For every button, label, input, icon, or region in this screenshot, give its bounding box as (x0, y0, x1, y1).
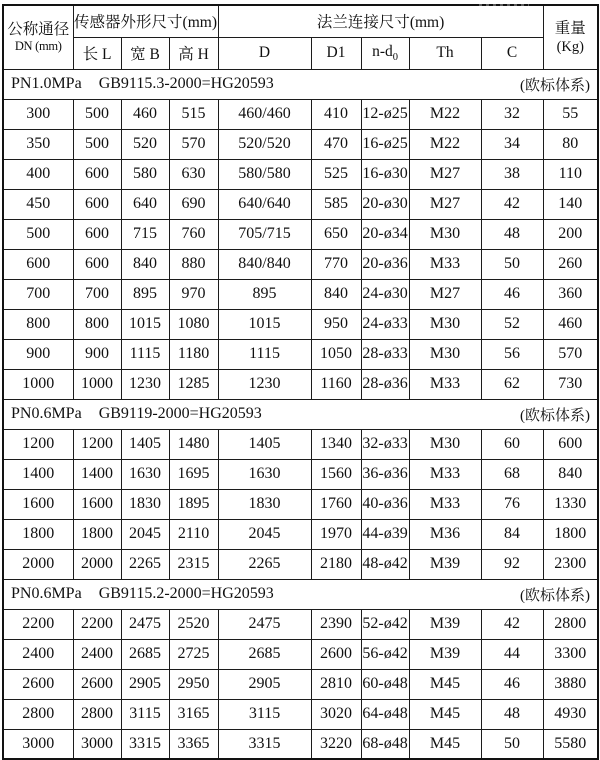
cell: 20-ø36 (361, 249, 409, 279)
section-standard: GB9119-2000=HG20593 (98, 405, 262, 422)
dimension-spec-table (2, 4, 599, 760)
cell: 80 (543, 129, 598, 159)
header-dn (3, 5, 73, 69)
cell: 260 (543, 249, 598, 279)
cell: 64-ø48 (361, 699, 409, 729)
cell: 46 (481, 279, 543, 309)
cell: 2600 (73, 669, 121, 699)
header-row-columns (3, 37, 598, 69)
cell: 2200 (3, 609, 73, 639)
cell: 650 (311, 219, 361, 249)
cell: 840 (311, 279, 361, 309)
cell: 1400 (3, 459, 73, 489)
cell: 1800 (543, 519, 598, 549)
section-note: (欧标体系) (520, 77, 591, 94)
cell: M39 (409, 549, 481, 579)
cell: 1600 (73, 489, 121, 519)
cell: 1000 (3, 369, 73, 399)
cell: 28-ø33 (361, 339, 409, 369)
cell: 1480 (169, 429, 218, 459)
table-row (3, 219, 598, 249)
table-row (3, 159, 598, 189)
cell: 2045 (121, 519, 169, 549)
cell: 2905 (218, 669, 311, 699)
cell: 1115 (218, 339, 311, 369)
table-body (3, 69, 598, 759)
cell: 470 (311, 129, 361, 159)
cell: 1340 (311, 429, 361, 459)
cell: M33 (409, 489, 481, 519)
cell: 2265 (121, 549, 169, 579)
cell: 68 (481, 459, 543, 489)
section-pressure: PN0.6MPa (11, 585, 82, 602)
header-flange-group: 法兰连接尺寸(mm) (218, 5, 543, 37)
cell: 450 (3, 189, 73, 219)
header-weight-title: 重量 (554, 19, 586, 37)
cell: 580/580 (218, 159, 311, 189)
cell: 880 (169, 249, 218, 279)
cell: 62 (481, 369, 543, 399)
cell: 3165 (169, 699, 218, 729)
cell: 1830 (121, 489, 169, 519)
cell: 570 (169, 129, 218, 159)
cell: 34 (481, 129, 543, 159)
cell: 1015 (218, 309, 311, 339)
table-header (3, 5, 598, 69)
cell: 1400 (73, 459, 121, 489)
cell: 1760 (311, 489, 361, 519)
cell: 84 (481, 519, 543, 549)
cell: 300 (3, 99, 73, 129)
cell: 350 (3, 129, 73, 159)
cell: 2400 (3, 639, 73, 669)
table-row (3, 489, 598, 519)
table-row (3, 189, 598, 219)
cell: 1230 (121, 369, 169, 399)
cell: 800 (3, 309, 73, 339)
cell: 600 (543, 429, 598, 459)
header-col-height: 高 H (169, 37, 218, 69)
cell: 2685 (121, 639, 169, 669)
cell: 24-ø30 (361, 279, 409, 309)
cell: 2520 (169, 609, 218, 639)
cell: 950 (311, 309, 361, 339)
cell: M33 (409, 249, 481, 279)
cell: 2390 (311, 609, 361, 639)
table-row (3, 669, 598, 699)
cell: 2800 (543, 609, 598, 639)
cell: 1970 (311, 519, 361, 549)
cell: 2300 (543, 549, 598, 579)
cell: 1160 (311, 369, 361, 399)
cell: 2265 (218, 549, 311, 579)
cell: 1405 (121, 429, 169, 459)
cell: 3880 (543, 669, 598, 699)
cell: M30 (409, 309, 481, 339)
section-note: (欧标体系) (520, 407, 591, 424)
cell: 2800 (3, 699, 73, 729)
section-pressure: PN0.6MPa (11, 405, 82, 422)
cell: 515 (169, 99, 218, 129)
cell: 2475 (218, 609, 311, 639)
cell: 690 (169, 189, 218, 219)
cell: 1050 (311, 339, 361, 369)
cell: 3315 (218, 729, 311, 759)
cell: 38 (481, 159, 543, 189)
cell: 42 (481, 189, 543, 219)
section-pressure: PN1.0MPa (11, 75, 82, 92)
header-col-nd0: $n-d_0$ (361, 37, 409, 69)
cell: M45 (409, 669, 481, 699)
header-row-groups (3, 5, 598, 37)
cell: 12-ø25 (361, 99, 409, 129)
cell: 60-ø48 (361, 669, 409, 699)
section-standard: GB9115.3-2000=HG20593 (98, 75, 274, 92)
cell: 360 (543, 279, 598, 309)
cell: 28-ø36 (361, 369, 409, 399)
cell: 4930 (543, 699, 598, 729)
header-weight (543, 5, 598, 69)
cell: 140 (543, 189, 598, 219)
cell: 460 (121, 99, 169, 129)
table-row (3, 699, 598, 729)
cell: 1800 (3, 519, 73, 549)
cell: 3365 (169, 729, 218, 759)
cell: 500 (73, 99, 121, 129)
cell: 76 (481, 489, 543, 519)
cell: 2200 (73, 609, 121, 639)
table-row (3, 309, 598, 339)
cell: 20-ø30 (361, 189, 409, 219)
cell: 1830 (218, 489, 311, 519)
cell: 520 (121, 129, 169, 159)
table-row (3, 459, 598, 489)
cell: 705/715 (218, 219, 311, 249)
cell: 2000 (73, 549, 121, 579)
header-weight-unit: (Kg) (556, 38, 584, 55)
cell: M36 (409, 519, 481, 549)
header-col-length: 长 L (73, 37, 121, 69)
cell: M33 (409, 459, 481, 489)
table-row (3, 549, 598, 579)
cell: 1115 (121, 339, 169, 369)
cell: 1200 (3, 429, 73, 459)
cell: 840 (543, 459, 598, 489)
cell: 1000 (73, 369, 121, 399)
cell: M39 (409, 609, 481, 639)
section-header-row (3, 69, 598, 99)
header-dn-title: 公称通径 (7, 20, 70, 38)
cell: M22 (409, 99, 481, 129)
table-row (3, 339, 598, 369)
cell: 1285 (169, 369, 218, 399)
cell: 32 (481, 99, 543, 129)
cell: M27 (409, 189, 481, 219)
cell: 640 (121, 189, 169, 219)
section-header-row (3, 579, 598, 609)
cell: 700 (73, 279, 121, 309)
cell: 800 (73, 309, 121, 339)
cell: 32-ø33 (361, 429, 409, 459)
cell: M30 (409, 429, 481, 459)
cell: 56 (481, 339, 543, 369)
cell: 48 (481, 219, 543, 249)
cell: 2600 (311, 639, 361, 669)
cell: 3315 (121, 729, 169, 759)
header-col-c: C (481, 37, 543, 69)
cell: 2600 (3, 669, 73, 699)
cell: 110 (543, 159, 598, 189)
cell: 700 (3, 279, 73, 309)
cell: 3300 (543, 639, 598, 669)
cell: 48-ø42 (361, 549, 409, 579)
cell: M45 (409, 729, 481, 759)
cell: 900 (3, 339, 73, 369)
cell: 2000 (3, 549, 73, 579)
table-row (3, 279, 598, 309)
cell: 60 (481, 429, 543, 459)
cell: 42 (481, 609, 543, 639)
cell: 3020 (311, 699, 361, 729)
section-note: (欧标体系) (520, 587, 591, 604)
cell: 56-ø42 (361, 639, 409, 669)
cell: 460/460 (218, 99, 311, 129)
cell: 570 (543, 339, 598, 369)
cell: 1405 (218, 429, 311, 459)
cell: 520/520 (218, 129, 311, 159)
cell: 970 (169, 279, 218, 309)
cell: 2400 (73, 639, 121, 669)
cell: 46 (481, 669, 543, 699)
cell: 2180 (311, 549, 361, 579)
table-row (3, 429, 598, 459)
header-col-th: Th (409, 37, 481, 69)
table-row (3, 129, 598, 159)
cell: 760 (169, 219, 218, 249)
cell: 400 (3, 159, 73, 189)
header-col-d1: D1 (311, 37, 361, 69)
table-row (3, 729, 598, 759)
cell: 895 (121, 279, 169, 309)
cell: 52-ø42 (361, 609, 409, 639)
cell: 1200 (73, 429, 121, 459)
cell: 460 (543, 309, 598, 339)
cell: 52 (481, 309, 543, 339)
cell: 20-ø34 (361, 219, 409, 249)
cell: 500 (73, 129, 121, 159)
cell: 1560 (311, 459, 361, 489)
cell: 600 (73, 219, 121, 249)
cell: 730 (543, 369, 598, 399)
cell: 840/840 (218, 249, 311, 279)
cell: 1630 (121, 459, 169, 489)
cell: M22 (409, 129, 481, 159)
cell: 2950 (169, 669, 218, 699)
header-col-width: 宽 B (121, 37, 169, 69)
cell: 3000 (73, 729, 121, 759)
cell: 600 (73, 159, 121, 189)
cell: 600 (73, 189, 121, 219)
cell: 600 (73, 249, 121, 279)
cell: 16-ø25 (361, 129, 409, 159)
header-sensor-group: 传感器外形尺寸(mm) (73, 5, 218, 37)
section-header-row (3, 399, 598, 429)
cell: 895 (218, 279, 311, 309)
cell: 500 (3, 219, 73, 249)
section-standard: GB9115.2-2000=HG20593 (98, 585, 274, 602)
cell: 1800 (73, 519, 121, 549)
cell: M30 (409, 219, 481, 249)
table-row (3, 639, 598, 669)
cell: 2110 (169, 519, 218, 549)
cell: 92 (481, 549, 543, 579)
table-row (3, 99, 598, 129)
cell: 24-ø33 (361, 309, 409, 339)
table-row (3, 609, 598, 639)
cell: 770 (311, 249, 361, 279)
cell: M39 (409, 639, 481, 669)
cell: 640/640 (218, 189, 311, 219)
cell: 2810 (311, 669, 361, 699)
cell: 55 (543, 99, 598, 129)
cell: 3220 (311, 729, 361, 759)
table-row (3, 519, 598, 549)
cell: 2475 (121, 609, 169, 639)
cell: 900 (73, 339, 121, 369)
cell: 1015 (121, 309, 169, 339)
cell: 3115 (218, 699, 311, 729)
cell: 1180 (169, 339, 218, 369)
cell: 715 (121, 219, 169, 249)
cell: M27 (409, 279, 481, 309)
cell: 44 (481, 639, 543, 669)
cell: 2725 (169, 639, 218, 669)
cell: 200 (543, 219, 598, 249)
cell: 1600 (3, 489, 73, 519)
cell: 2800 (73, 699, 121, 729)
cell: 630 (169, 159, 218, 189)
cell: 1695 (169, 459, 218, 489)
cell: 2905 (121, 669, 169, 699)
table-row (3, 369, 598, 399)
header-col-d: D (218, 37, 311, 69)
cell: M27 (409, 159, 481, 189)
cell: 410 (311, 99, 361, 129)
cell: 16-ø30 (361, 159, 409, 189)
cell: M45 (409, 699, 481, 729)
cell: 68-ø48 (361, 729, 409, 759)
table-row (3, 249, 598, 279)
header-dn-unit: DN (mm) (14, 39, 62, 54)
cell: 2045 (218, 519, 311, 549)
cell: 600 (3, 249, 73, 279)
cell: 1080 (169, 309, 218, 339)
cell: 3000 (3, 729, 73, 759)
cell: 1330 (543, 489, 598, 519)
cell: 36-ø36 (361, 459, 409, 489)
cell: 840 (121, 249, 169, 279)
cell: 2315 (169, 549, 218, 579)
screenshot-edge-artifact (479, 4, 529, 6)
cell: 1630 (218, 459, 311, 489)
cell: M30 (409, 339, 481, 369)
cell: 1230 (218, 369, 311, 399)
cell: 48 (481, 699, 543, 729)
cell: 585 (311, 189, 361, 219)
cell: 50 (481, 729, 543, 759)
cell: 50 (481, 249, 543, 279)
cell: 3115 (121, 699, 169, 729)
cell: 525 (311, 159, 361, 189)
cell: 5580 (543, 729, 598, 759)
cell: 580 (121, 159, 169, 189)
cell: 2685 (218, 639, 311, 669)
cell: 1895 (169, 489, 218, 519)
cell: 40-ø36 (361, 489, 409, 519)
cell: M33 (409, 369, 481, 399)
cell: 44-ø39 (361, 519, 409, 549)
